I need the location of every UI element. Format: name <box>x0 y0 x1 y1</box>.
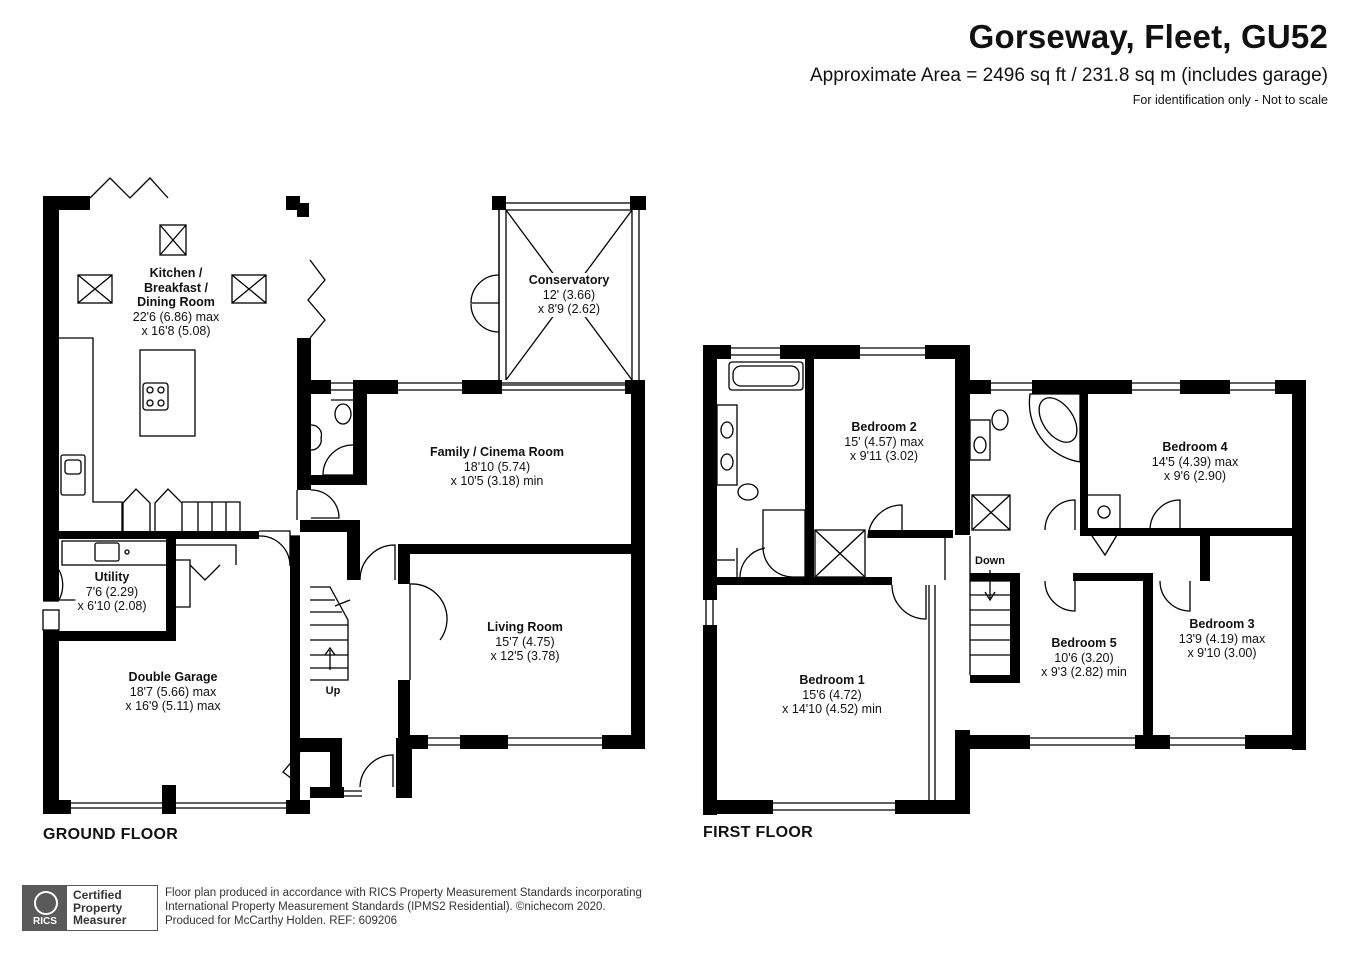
approximate-area: Approximate Area = 2496 sq ft / 231.8 sq m (includes garage) <box>809 65 1328 86</box>
room-garage <box>125 670 220 714</box>
room-bedroom2-dim2: x 9'11 (3.02) <box>849 449 919 463</box>
room-bedroom2-dim1: 15' (4.57) max <box>844 434 924 449</box>
room-family-dim2: x 10'5 (3.18) min <box>450 474 544 488</box>
footer-disclaimer <box>165 886 642 928</box>
room-utility <box>75 570 148 614</box>
room-living-dim1: 15'7 (4.75) <box>495 634 555 649</box>
room-kitchen <box>133 266 219 339</box>
rics-logo <box>23 886 67 930</box>
rics-cert-l3: Measurer <box>73 913 127 927</box>
room-conservatory-dim1: 12' (3.66) <box>542 287 596 302</box>
identification-note: For identification only - Not to scale <box>1132 93 1328 107</box>
room-bedroom4-name: Bedroom 4 <box>1162 440 1228 454</box>
room-utility-name: Utility <box>94 570 130 584</box>
rics-cert-l1: Certified <box>73 888 122 902</box>
room-family-name: Family / Cinema Room <box>429 445 565 459</box>
room-kitchen-name-l1: Kitchen / <box>149 266 203 280</box>
room-bedroom1-dim1: 15'6 (4.72) <box>802 687 862 702</box>
room-bedroom4-dim2: x 9'6 (2.90) <box>1163 469 1227 483</box>
room-conservatory <box>527 273 612 317</box>
room-garage-dim1: 18'7 (5.66) max <box>129 684 217 699</box>
room-living <box>487 620 563 664</box>
rics-cert-l2: Property <box>73 900 123 915</box>
room-bedroom2 <box>844 420 924 464</box>
room-kitchen-name-l2: Breakfast / <box>144 280 208 295</box>
room-garage-name: Double Garage <box>128 670 218 684</box>
footer-line3: Produced for McCarthy Holden. REF: 609206 <box>165 915 398 927</box>
room-kitchen-dim1: 22'6 (6.86) max <box>132 309 220 324</box>
room-utility-dim1: 7'6 (2.29) <box>85 584 139 599</box>
room-bedroom1-name: Bedroom 1 <box>799 673 865 687</box>
room-bedroom3 <box>1179 617 1265 661</box>
rics-certified-badge <box>22 885 158 931</box>
room-bedroom2-name: Bedroom 2 <box>851 420 917 434</box>
room-bedroom1 <box>782 673 882 717</box>
rics-cert-text <box>73 889 126 927</box>
room-utility-dim2: x 6'10 (2.08) <box>77 599 147 613</box>
room-garage-dim2: x 16'9 (5.11) max <box>125 699 221 713</box>
room-family <box>430 445 564 489</box>
room-bedroom5 <box>1041 636 1127 680</box>
room-conservatory-name: Conservatory <box>528 273 610 287</box>
room-conservatory-dim2: x 8'9 (2.62) <box>537 302 601 316</box>
room-kitchen-name-l3: Dining Room <box>137 295 215 309</box>
stairs-up-label: Up <box>325 685 341 697</box>
room-bedroom3-name: Bedroom 3 <box>1189 617 1255 631</box>
room-bedroom5-dim1: 10'6 (3.20) <box>1054 650 1114 665</box>
room-bedroom4-dim1: 14'5 (4.39) max <box>1151 454 1239 469</box>
room-kitchen-dim2: x 16'8 (5.08) <box>141 324 211 338</box>
page-title: Gorseway, Fleet, GU52 <box>968 18 1328 55</box>
room-bedroom1-dim2: x 14'10 (4.52) min <box>782 702 882 716</box>
ground-floor-label: GROUND FLOOR <box>43 826 179 843</box>
room-bedroom3-dim1: 13'9 (4.19) max <box>1178 631 1266 646</box>
room-bedroom5-dim2: x 9'3 (2.82) min <box>1041 665 1127 679</box>
room-family-dim1: 18'10 (5.74) <box>463 459 531 474</box>
room-living-dim2: x 12'5 (3.78) <box>490 649 560 663</box>
stairs-down-label: Down <box>975 555 1005 567</box>
footer-line2: International Property Measurement Standards (IPMS2 Residential). ©nichecom 2020. <box>165 901 606 913</box>
footer-line1: Floor plan produced in accordance with RICS Property Measurement Standards incorporating <box>165 887 642 899</box>
room-bedroom3-dim2: x 9'10 (3.00) <box>1187 646 1257 660</box>
first-floor-label: FIRST FLOOR <box>703 824 813 841</box>
room-living-name: Living Room <box>487 620 563 634</box>
room-bedroom4 <box>1152 440 1238 484</box>
rics-logo-text: RICS <box>33 916 57 927</box>
rics-ring-icon <box>34 891 58 915</box>
room-bedroom5-name: Bedroom 5 <box>1051 636 1117 650</box>
